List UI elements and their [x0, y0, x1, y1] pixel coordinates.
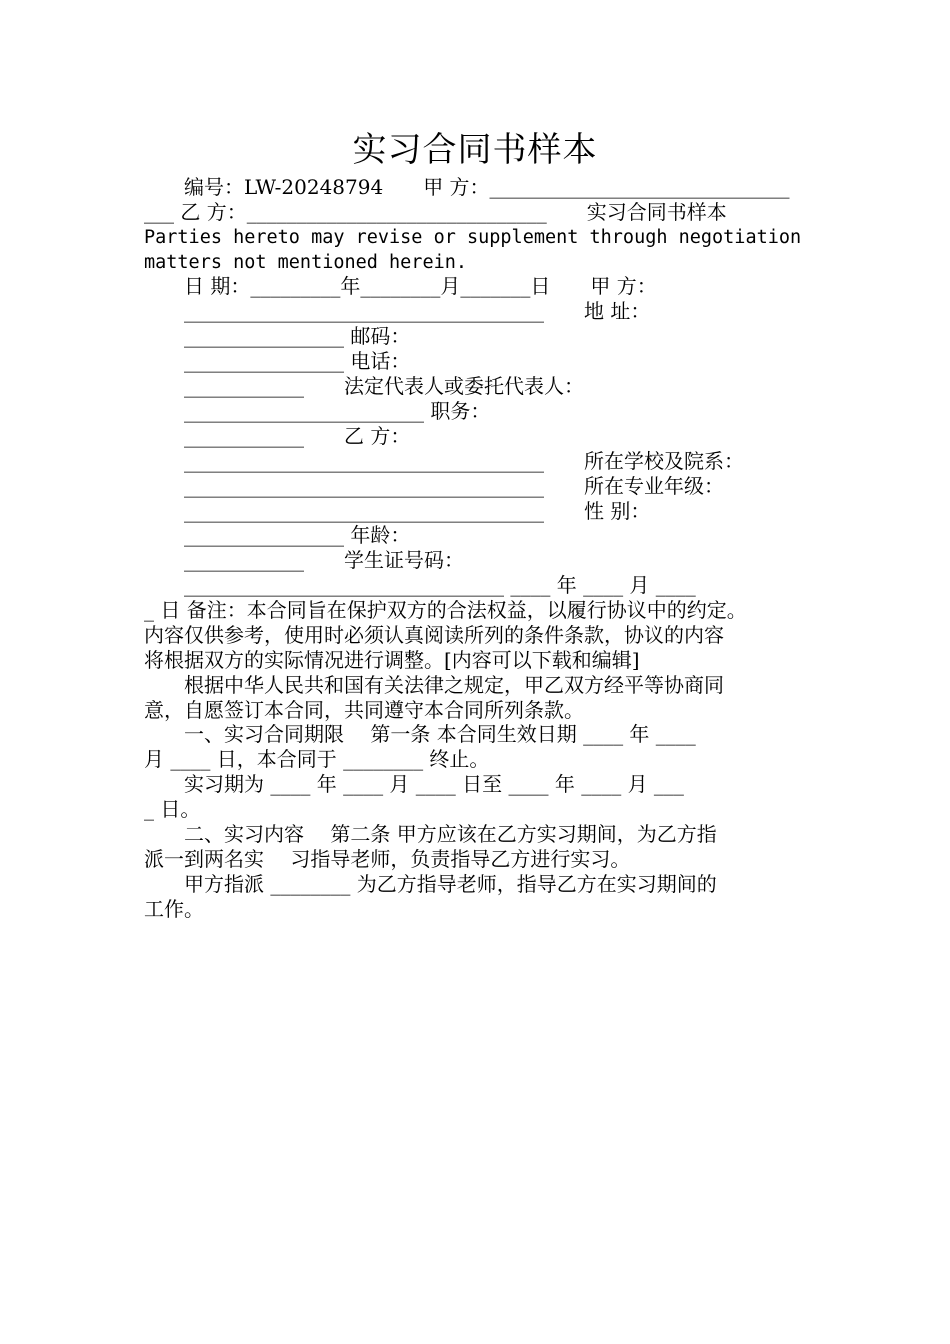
text-line: 根据中华人民共和国有关法律之规定，甲乙双方经平等协商同 [144, 673, 724, 697]
text-line: 将根据双方的实际情况进行调整。[内容可以下载和编辑] [144, 648, 640, 672]
text-line: ________________________ 职务： [144, 399, 491, 423]
text-line: 实习期为 ____ 年 ____ 月 ____ 日至 ____ 年 ____ 月 ___ [144, 772, 684, 796]
text-line: 日 期：_________年________月_______日 甲 方： [144, 274, 657, 298]
text-line: ________________________________ ____ 年 ____ 月 ____ [144, 573, 696, 597]
text-line: _ 日 备注：本合同旨在保护双方的合法权益，以履行协议中的约定。 [144, 598, 747, 622]
text-line: 意，自愿签订本合同，共同遵守本合同所列条款。 [144, 698, 584, 722]
text-line: Parties hereto may revise or supplement through negotiation [144, 227, 802, 248]
text-line: 甲方指派 ________ 为乙方指导老师，指导乙方在实习期间的 [144, 872, 717, 896]
text-line: ________________ 电话： [144, 349, 411, 373]
text-line: ____________________________________ 地 址： [144, 299, 651, 323]
text-line: 派一到两名实 习指导老师，负责指导乙方进行实习。 [144, 847, 631, 871]
text-line: 编号：LW-20248794 甲 方：______________________________ [144, 175, 790, 199]
text-line: ____________ 学生证号码： [144, 548, 464, 572]
text-line: ___ 乙 方：______________________________ 实习合同书样本 [144, 200, 727, 224]
text-line: 内容仅供参考，使用时必须认真阅读所列的条件条款，协议的内容 [144, 623, 724, 647]
text-line: _ 日。 [144, 797, 201, 821]
text-line: ____________________________________ 性 别： [144, 499, 651, 523]
document-title: 实习合同书样本 [352, 130, 598, 170]
text-line: 一、实习合同期限 第一条 本合同生效日期 ____ 年 ____ [144, 722, 696, 746]
text-line: ____________ 法定代表人或委托代表人： [144, 374, 584, 398]
text-line: 二、实习内容 第二条 甲方应该在乙方实习期间，为乙方指 [144, 822, 717, 846]
text-line: ________________ 年龄： [144, 523, 411, 547]
text-line: ____________ 乙 方： [144, 424, 411, 448]
text-line: 工作。 [144, 897, 204, 921]
text-line: ____________________________________ 所在学校及院系： [144, 449, 744, 473]
text-line: matters not mentioned herein. [144, 252, 468, 273]
text-line: ____________________________________ 所在专业年级： [144, 474, 724, 498]
text-line: 月 ____ 日，本合同于 ________ 终止。 [144, 747, 490, 771]
text-line: ________________ 邮码： [144, 324, 411, 348]
